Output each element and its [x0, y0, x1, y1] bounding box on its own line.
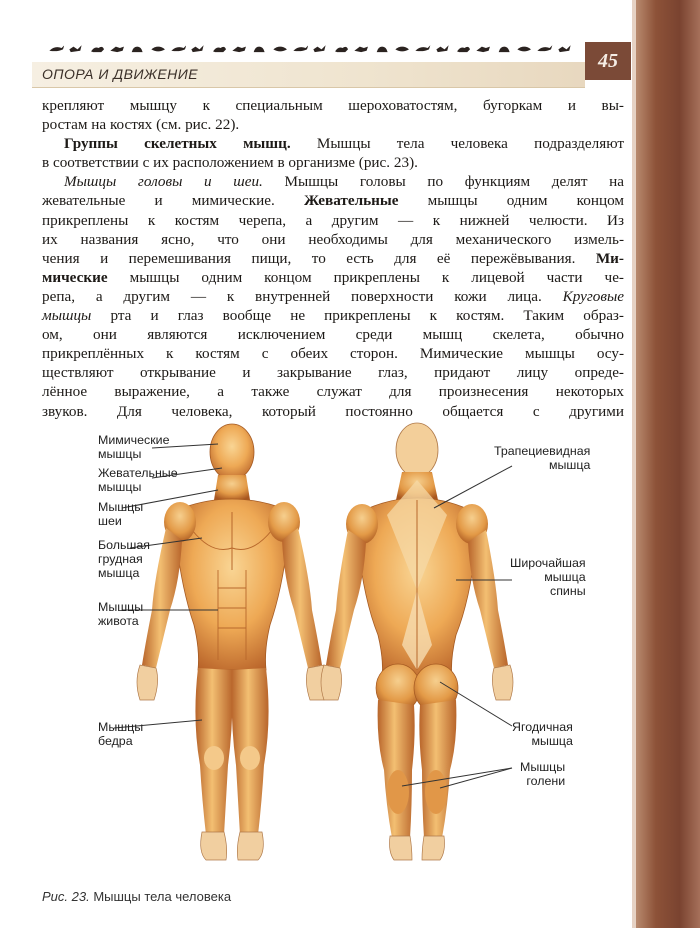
text-run: репа, а другим — к внутренней поверхности кожи лица. — [42, 287, 563, 305]
label-line: мышца — [98, 566, 140, 580]
text-run: рта и глаз вообще не прикреплены к костям. Таким образ- — [91, 307, 624, 325]
label-line: Ягодичная — [512, 720, 573, 734]
animal-silhouette-icon — [333, 40, 349, 56]
animal-silhouette-icon — [394, 40, 410, 56]
body-text — [42, 96, 624, 421]
bold-term: Группы скелетных мышц. — [64, 135, 291, 153]
animal-silhouette-icon — [170, 40, 186, 56]
label-line: Жевательные — [98, 466, 178, 480]
text-line — [42, 325, 624, 344]
text-line — [42, 230, 624, 249]
text-run: крепляют мышцу к специальным шероховатостям, бугоркам и вы- — [42, 97, 624, 114]
animal-silhouette-icon — [89, 40, 105, 56]
animal-silhouette-icon — [353, 40, 369, 56]
page-number-box — [585, 42, 631, 80]
label-neck-muscles — [98, 500, 143, 528]
animal-silhouette-icon — [475, 40, 491, 56]
animal-silhouette-icon — [272, 40, 288, 56]
label-line: мышца — [548, 458, 591, 472]
italic-term: Круговые — [562, 287, 624, 305]
text-run: звуков. Для человека, который постоянно общается с другими — [42, 402, 624, 420]
italic-term: Мышцы головы и шеи. — [64, 173, 263, 191]
label-line: бедра — [98, 734, 133, 748]
label-latissimus-muscle — [510, 556, 586, 598]
text-line — [42, 402, 624, 421]
text-line — [42, 172, 624, 191]
label-line: шеи — [98, 514, 122, 528]
animal-silhouette-icon — [516, 40, 532, 56]
text-run: мышцы одним концом — [398, 192, 624, 210]
label-mimic-muscles — [98, 433, 169, 461]
label-line: мышцы — [98, 480, 142, 494]
label-abdominal-muscles — [98, 600, 143, 628]
label-line: Трапециевидная — [494, 444, 591, 458]
label-shin-muscles — [520, 760, 565, 788]
animal-silhouette-icon — [48, 40, 64, 56]
page-number: 45 — [598, 49, 618, 72]
text-line — [42, 287, 624, 306]
animal-silhouette-icon — [231, 40, 247, 56]
italic-term: мышцы — [42, 307, 92, 325]
animal-silhouette-icon — [455, 40, 471, 56]
label-chewing-muscles — [98, 466, 178, 494]
bold-term: Ми- — [595, 249, 624, 267]
bold-term: мические — [42, 268, 108, 286]
animal-silhouette-icon — [129, 40, 145, 56]
animal-silhouette-icon — [496, 40, 512, 56]
label-line: Мышцы — [98, 720, 144, 734]
label-line: Широчайшая — [510, 556, 586, 570]
text-line — [42, 115, 624, 134]
animal-silhouette-icon — [211, 40, 227, 56]
animal-silhouette-icon — [150, 40, 166, 56]
text-line — [42, 382, 624, 401]
figure-caption — [42, 889, 231, 904]
animal-silhouette-icon — [374, 40, 390, 56]
label-line: мышца — [531, 734, 573, 748]
animal-silhouette-icon — [68, 40, 84, 56]
back-figure — [321, 423, 513, 860]
label-thigh-muscles — [98, 720, 143, 748]
text-run: в соответствии с их расположением в организме (рис. 23). — [42, 154, 418, 172]
text-run: прикреплённых к костям с обеих сторон. Мимические мышцы осу- — [42, 345, 624, 363]
caption-text: Мышцы тела человека — [89, 889, 232, 904]
caption-prefix: Рис. 23. — [42, 889, 90, 904]
label-line: живота — [98, 614, 139, 628]
figure-muscles — [42, 420, 602, 880]
text-line — [42, 211, 624, 230]
label-pectoral-muscle — [98, 538, 150, 580]
text-line — [42, 306, 624, 325]
text-run: мышцы одним концом прикреплены к лицевой части че- — [107, 268, 624, 286]
animal-silhouette-icon — [557, 40, 573, 56]
text-run: ом, они являются исключением среди мышц скелета, обычно — [42, 326, 624, 344]
bold-term: Жевательные — [304, 192, 399, 210]
label-line: мышцы — [98, 447, 142, 461]
text-run: их названия ясно, что они необходимы для механического измель- — [42, 230, 624, 248]
text-run: ществляют открывание и закрывание глаз, придают лицу опреде- — [42, 364, 624, 382]
text-run: лённое выражение, а также служат для произнесения некоторых — [42, 383, 624, 401]
label-line: Мышцы — [520, 760, 566, 774]
label-line: спины — [550, 584, 586, 598]
animal-silhouette-icon — [109, 40, 125, 56]
page-edge-decoration — [632, 0, 700, 928]
text-run: Мышцы тела человека подразделяют — [290, 135, 624, 153]
text-line — [42, 268, 624, 287]
text-run: ростам на костях (см. рис. 22). — [42, 116, 240, 134]
animal-silhouette-icon — [312, 40, 328, 56]
text-line — [42, 344, 624, 363]
animal-silhouette-icon — [435, 40, 451, 56]
label-line: грудная — [98, 552, 143, 566]
text-run: прикреплены к костям черепа, а другим — к нижней челюсти. Из — [42, 211, 624, 229]
label-line: мышца — [544, 570, 586, 584]
animal-silhouette-icon — [536, 40, 552, 56]
text-run: жевательные и мимические. — [42, 192, 304, 210]
section-title: ОПОРА И ДВИЖЕНИЕ — [42, 66, 199, 82]
animal-silhouettes-strip — [48, 38, 573, 58]
label-trapezius-muscle — [494, 444, 590, 472]
animal-silhouette-icon — [414, 40, 430, 56]
animal-silhouette-icon — [190, 40, 206, 56]
label-line: Большая — [98, 538, 150, 552]
text-line — [42, 96, 624, 115]
text-line — [42, 249, 624, 268]
text-line — [42, 153, 624, 172]
label-gluteal-muscle — [512, 720, 573, 748]
label-line: Мышцы — [98, 500, 144, 514]
text-line — [42, 134, 624, 153]
text-line — [42, 191, 624, 210]
text-line — [42, 363, 624, 382]
label-line: Мышцы — [98, 600, 144, 614]
label-line: Мимические — [98, 433, 170, 447]
text-run: Мышцы головы по функциям делят на — [262, 173, 624, 191]
animal-silhouette-icon — [251, 40, 267, 56]
text-run: чения и перемешивания пищи, то есть для её пережёвывания. — [42, 249, 596, 267]
animal-silhouette-icon — [292, 40, 308, 56]
label-line: голени — [526, 774, 566, 788]
